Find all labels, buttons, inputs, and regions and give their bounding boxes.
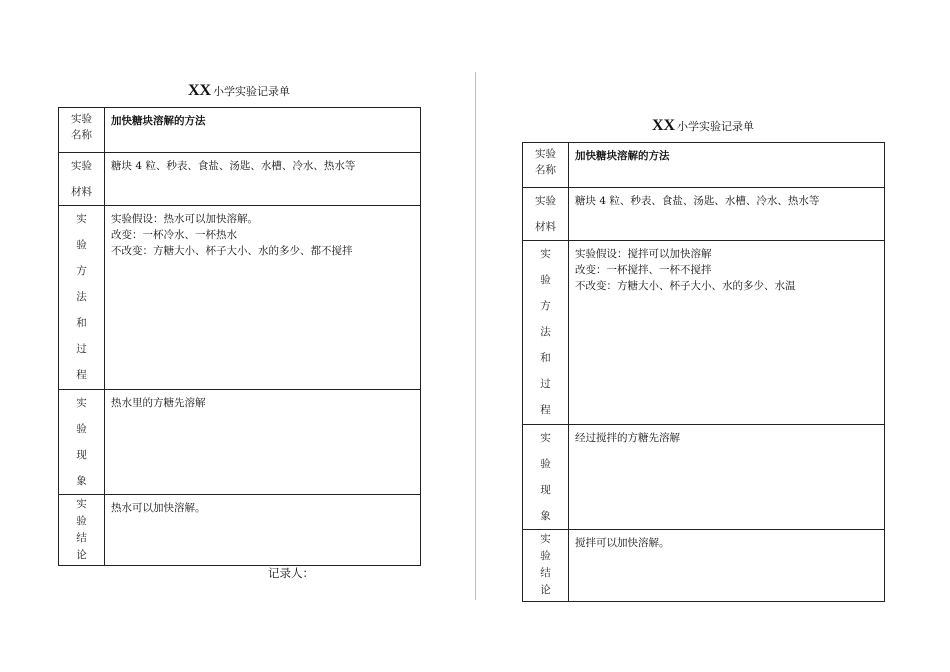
row-materials [523,188,885,241]
value-name: 加快糖块溶解的方法 [105,108,421,153]
page-divider [475,72,476,600]
title-prefix: XX [187,82,212,99]
record-table [522,142,885,602]
value-name: 加快糖块溶解的方法 [569,143,885,188]
title-text: 小学实验记录单 [213,85,291,98]
label-materials: 实验 材料 [59,153,105,206]
label-name: 实验 名称 [59,108,105,153]
label-method: 实 验 方 法 和 过 程 [523,241,569,425]
value-materials: 糖块 4 粒、秒表、食盐、汤匙、水槽、冷水、热水等 [105,153,421,206]
label-phenomenon: 实 验 现 象 [59,390,105,495]
label-phenomenon: 实 验 现 象 [523,425,569,530]
value-phenomenon: 经过搅拌的方糖先溶解 [569,425,885,530]
sheet-title [522,117,884,135]
row-name [523,143,885,188]
row-method [523,241,885,425]
label-name: 实验 名称 [523,143,569,188]
row-conclusion [523,530,885,602]
value-phenomenon: 热水里的方糖先溶解 [105,390,421,495]
value-materials: 糖块 4 粒、秒表、食盐、汤匙、水槽、冷水、热水等 [569,188,885,241]
row-conclusion [59,495,421,566]
label-conclusion: 实 验 结 论 [59,495,105,566]
row-name [59,108,421,153]
title-text: 小学实验记录单 [677,120,755,133]
label-conclusion: 实 验 结 论 [523,530,569,602]
recorder-label: 记录人： [268,566,314,580]
value-method: 实验假设：热水可以加快溶解。 改变：一杯冷水、一杯热水 不改变：方糖大小、杯子大小、水的多少、都不搅拌 [105,206,421,390]
label-method: 实 验 方 法 和 过 程 [59,206,105,390]
row-phenomenon [59,390,421,495]
value-conclusion: 热水可以加快溶解。 [105,495,421,566]
sheet-title [58,82,420,100]
row-materials [59,153,421,206]
label-materials: 实验 材料 [523,188,569,241]
row-phenomenon [523,425,885,530]
value-conclusion: 搅拌可以加快溶解。 [569,530,885,602]
title-prefix: XX [651,117,676,134]
row-method [59,206,421,390]
value-method: 实验假设：搅拌可以加快溶解 改变：一杯搅拌、一杯不搅拌 不改变：方糖大小、杯子大小、水的多少、水温 [569,241,885,425]
record-table [58,107,421,566]
